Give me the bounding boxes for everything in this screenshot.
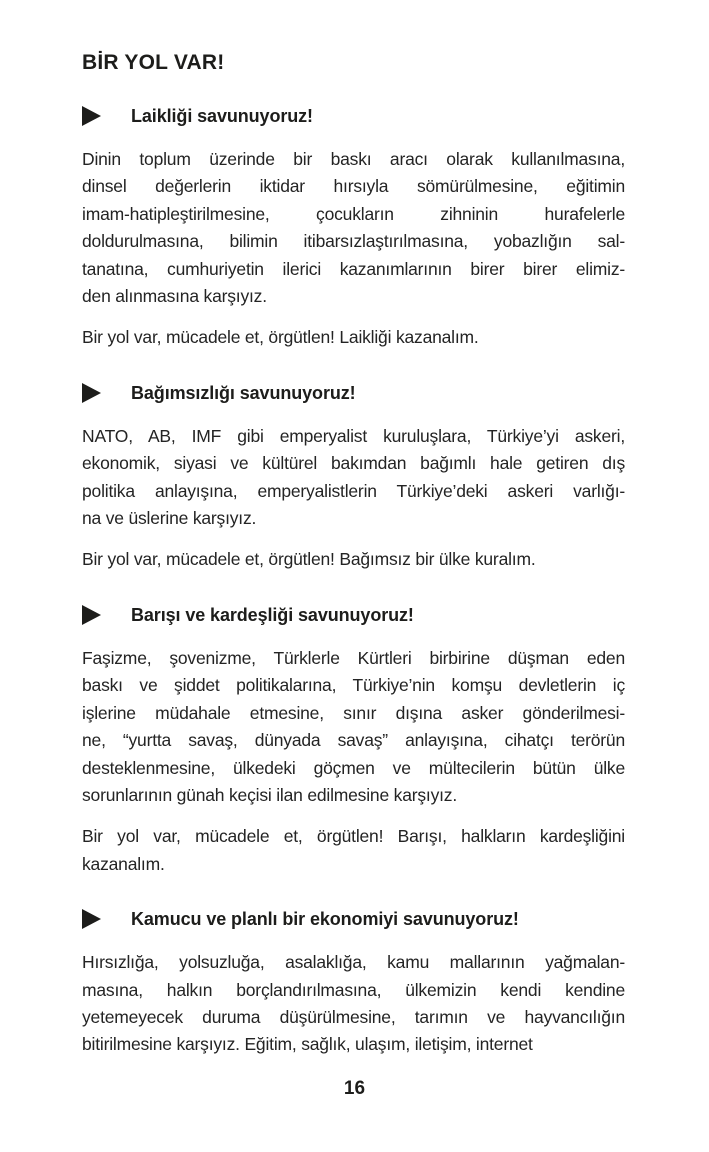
section-heading-label: Laikliği savunuyoruz! bbox=[131, 106, 313, 126]
section-heading bbox=[82, 604, 625, 626]
sections bbox=[82, 105, 625, 1059]
slogan bbox=[82, 823, 625, 878]
paragraph-line: ekonomik, siyasi ve kültürel bakımdan bağımlı hale getiren dış bbox=[82, 453, 625, 474]
triangle-bullet-icon bbox=[82, 383, 101, 403]
section-heading-label: Barışı ve kardeşliği savunuyoruz! bbox=[131, 604, 414, 625]
paragraph-line: işlerine müdahale etmesine, sınır dışına asker gönderilmesi- bbox=[82, 702, 625, 723]
paragraph-line: den alınmasına karşıyız. bbox=[82, 286, 267, 307]
section bbox=[82, 105, 625, 352]
paragraph-line: sorunlarının günah keçisi ilan edilmesine karşıyız. bbox=[82, 784, 457, 805]
triangle-bullet-icon bbox=[82, 605, 101, 625]
paragraph-line: tanatına, cumhuriyetin ilerici kazanımlarının birer birer elimiz- bbox=[82, 258, 625, 279]
paragraph-line: baskı ve şiddet politikalarına, Türkiye’nin komşu devletlerin iç bbox=[82, 675, 625, 696]
paragraph-line: yetemeyecek duruma düşürülmesine, tarımın ve hayvancılığın bbox=[82, 1006, 625, 1027]
section-heading bbox=[82, 908, 625, 930]
section bbox=[82, 604, 625, 878]
page-title: BİR YOL VAR! bbox=[82, 51, 225, 74]
slogan bbox=[82, 324, 625, 351]
paragraph-line: Hırsızlığa, yolsuzluğa, asalaklığa, kamu mallarının yağmalan- bbox=[82, 952, 625, 973]
slogan bbox=[82, 546, 625, 573]
paragraph-line: imam-hatipleştirilmesine, çocukların zihninin hurafelerle bbox=[82, 203, 625, 224]
paragraph-line: politika anlayışına, emperyalistlerin Türkiye’deki askeri varlığı- bbox=[82, 480, 625, 501]
section-heading bbox=[82, 105, 625, 127]
page-number: 16 bbox=[343, 1078, 366, 1099]
section bbox=[82, 908, 625, 1059]
section-heading-label: Kamucu ve planlı bir ekonomiyi savunuyoruz! bbox=[131, 909, 519, 930]
slogan-line: Bir yol var, mücadele et, örgütlen! Barışı, halkların kardeşliğini bbox=[82, 826, 625, 847]
paragraph-line: ne, “yurtta savaş, dünyada savaş” anlayışına, cihatçı terörün bbox=[82, 730, 625, 751]
paragraph-line: NATO, AB, IMF gibi emperyalist kuruluşlara, Türkiye’yi askeri, bbox=[82, 425, 625, 446]
triangle-bullet-icon bbox=[82, 909, 101, 929]
section-heading bbox=[82, 382, 625, 404]
paragraph bbox=[82, 423, 625, 533]
triangle-bullet-icon bbox=[82, 106, 101, 126]
paragraph-line: doldurulmasına, bilimin itibarsızlaştırılmasına, yobazlığın sal- bbox=[82, 231, 625, 252]
paragraph-line: dinsel değerlerin iktidar hırsıyla sömürülmesine, eğitimin bbox=[82, 176, 625, 197]
paragraph-line: masına, halkın borçlandırılmasına, ülkemizin kendi kendine bbox=[82, 979, 625, 1000]
paragraph bbox=[82, 645, 625, 809]
page-content bbox=[82, 50, 625, 1073]
slogan-line: kazanalım. bbox=[82, 853, 165, 874]
section-heading-label: Bağımsızlığı savunuyoruz! bbox=[131, 382, 356, 403]
paragraph-line: desteklenmesine, ülkedeki göçmen ve mültecilerin bütün ülke bbox=[82, 757, 625, 778]
paragraph bbox=[82, 146, 625, 310]
slogan-line: Bir yol var, mücadele et, örgütlen! Bağımsız bir ülke kuralım. bbox=[82, 549, 536, 570]
slogan-line: Bir yol var, mücadele et, örgütlen! Laikliği kazanalım. bbox=[82, 327, 479, 348]
paragraph-line: bitirilmesine karşıyız. Eğitim, sağlık, ulaşım, iletişim, internet bbox=[82, 1034, 533, 1055]
section bbox=[82, 382, 625, 574]
paragraph bbox=[82, 949, 625, 1059]
paragraph-line: Dinin toplum üzerinde bir baskı aracı olarak kullanılmasına, bbox=[82, 149, 625, 169]
paragraph-line: na ve üslerine karşıyız. bbox=[82, 508, 257, 529]
paragraph-line: Faşizme, şovenizme, Türklerle Kürtleri birbirine düşman eden bbox=[82, 647, 625, 668]
